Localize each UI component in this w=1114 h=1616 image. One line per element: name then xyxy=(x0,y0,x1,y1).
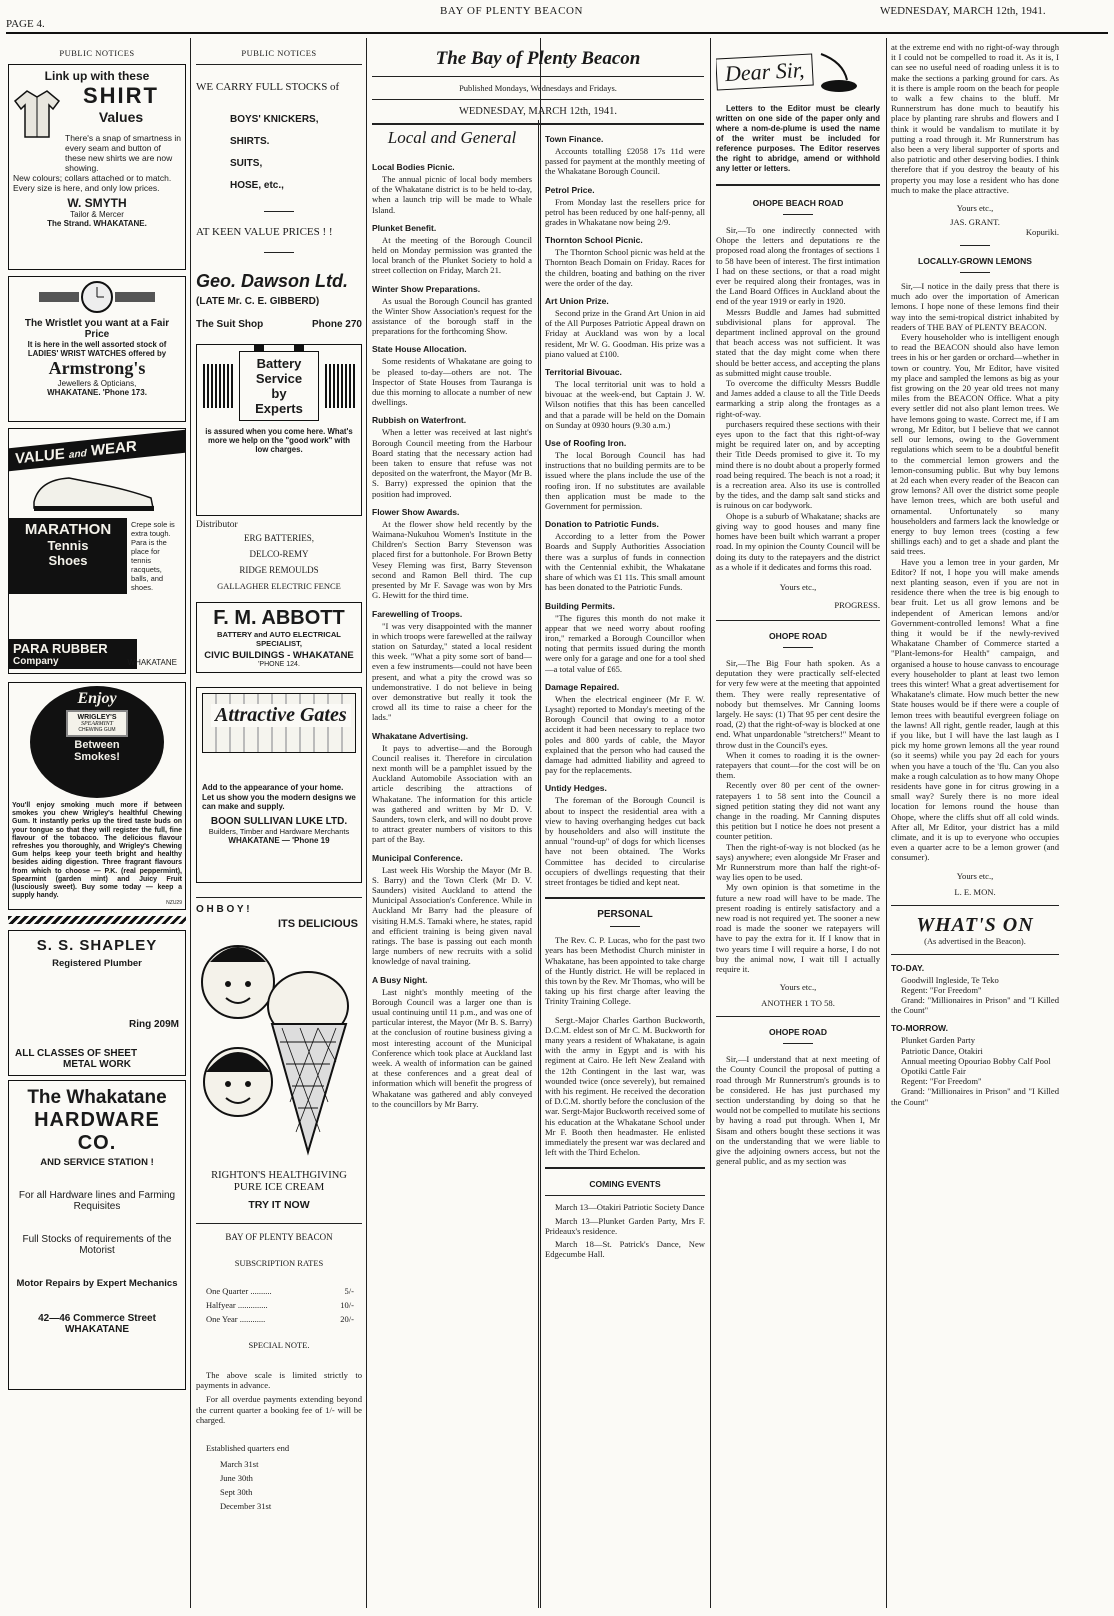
section-heading: PUBLIC NOTICES xyxy=(241,48,317,58)
zigzag-rule xyxy=(8,916,186,924)
advertiser-name: S. S. SHAPLEY xyxy=(36,937,158,954)
rate-value: 20/- xyxy=(340,1314,354,1324)
advertiser-trade: BATTERY and AUTO ELECTRICAL SPECIALIST, xyxy=(217,630,341,648)
day-heading: TO-MORROW. xyxy=(891,1023,948,1034)
advertiser-note: (LATE Mr. C. E. GIBBERD) xyxy=(196,296,320,307)
brand-line: Shoes xyxy=(48,553,88,568)
gate-graphic xyxy=(202,693,356,753)
wrigley-graphic xyxy=(30,686,164,798)
ad-text: AND SERVICE STATION ! xyxy=(40,1157,154,1168)
article-heading: Use of Roofing Iron. xyxy=(545,438,627,449)
article-heading: Plunket Benefit. xyxy=(372,222,437,233)
article-body: Accounts totalling £2058 17s 11d were passed for payment at the monthly meeting of the Whakatane Borough Council. xyxy=(545,146,705,177)
shop-phone: Phone 270 xyxy=(311,319,362,330)
advertiser-address: WHAKATANE. 'Phone 173. xyxy=(47,388,147,397)
ad-banner-text: and xyxy=(68,448,87,461)
shoe-icon xyxy=(29,468,159,514)
ad-headline: Between xyxy=(74,739,120,751)
event-item: Regent: "For Freedom" xyxy=(901,1076,982,1087)
article-body: The Thornton School picnic was held at the Thornton Beach Domain on Friday. Races for the children, boating and bathing on the river were the order of the day. xyxy=(545,247,705,288)
ad-title: The Wristlet you want at a Fair Price xyxy=(24,318,170,340)
article-body: The annual picnic of local body members of the Whakatane district is to be held to-day, when a launch trip will be made to Whale Island. xyxy=(372,174,532,215)
article-body: The local Borough Council has had instructions that no building permits are to be issued where the plans include the use of the roofing iron. If no substitutes are available then application must be made to the Government for permission. xyxy=(545,450,705,512)
article-body: As usual the Borough Council has granted the Winter Show Association's request for the assistance of the borough staff in the preparations for the forthcoming Show. xyxy=(372,295,532,337)
company-name: PARA RUBBER xyxy=(13,641,108,656)
advertiser-name: The Whakatane xyxy=(27,1087,167,1108)
note-text: The above scale is limited strictly to payments in advance. xyxy=(196,1370,362,1391)
section-heading: PUBLIC NOTICES xyxy=(59,48,135,58)
event-item: Grand: "Millionaires in Prison" and "I Killed the Count" xyxy=(891,1086,1059,1107)
article-body: According to a letter from the Power Boards and Supply Authorities Association there was a surplus of funds in connection with the Centennial exhibit, the Whakatane share of which was £1 11s. This small amount has been donated to the Patriotic Funds. xyxy=(545,531,705,593)
event-item: Opotiki Cattle Fair xyxy=(901,1066,966,1077)
article-heading: Donation to Patriotic Funds. xyxy=(545,519,659,530)
event-item: Patriotic Dance, Otakiri xyxy=(901,1045,983,1056)
advertiser-town: WHAKATANE xyxy=(64,1324,130,1335)
ad-text: Crepe sole is extra tough. Para is the place for tennis racquets, balls, and shoes. xyxy=(131,520,175,592)
ad-title: Link up with these xyxy=(44,69,150,83)
column-rule xyxy=(710,38,711,1608)
distributor-label: Distributor xyxy=(196,520,238,530)
column-4 xyxy=(545,126,705,1610)
ad-cta: TRY IT NOW xyxy=(248,1199,310,1211)
letter-body: purchasers required these sections with their eyes upon to the fact that this right-of-way might be required later on, and by accepting their Title Deeds promised to give it. To my mind there is no doubt about a properly formed road being required. The beach is not a road; it is a recreation area. Also its use is controlled by the tides, and the damp salt sand sticks and is ruinous on car bodywork. xyxy=(716,418,880,511)
whats-on-note: (As advertised in the Beacon). xyxy=(924,936,1026,946)
advertiser-contact xyxy=(196,319,362,330)
column-2 xyxy=(196,38,362,1610)
abbott-ad xyxy=(196,602,362,673)
ad-headline: Service xyxy=(255,371,303,386)
personal-item: Sergt.-Major Charles Garthon Buckworth, D.C.M. eldest son of Mr C. M. Buckworth for many years a resident of Whakatane, is again with the army in Egypt and is with his regiment at Cairo. He left New Zealand with the 12th Contingent in the last war, was wounded twice (once severely), but remained with his regiment. He received the decoration of D.C.M. shortly before the conclusion of the war. Sergt-Major Buckworth received some of his education at the Whakatane School under Mr F. Booth then headmaster. He enlisted immediately the present war was declared and left with the Third Echelon. xyxy=(545,1014,705,1158)
rule xyxy=(372,76,704,77)
gates-ad xyxy=(196,687,362,883)
column-3a xyxy=(372,120,532,1610)
ad-headline: by xyxy=(271,386,287,401)
shirt-icon xyxy=(13,87,61,139)
advertiser-name: Armstrong's xyxy=(48,358,146,378)
icecream-ad xyxy=(196,904,362,1170)
quarter-date: Sept 30th xyxy=(220,1487,253,1498)
article-body: Some residents of Whakatane are going to be pleased to-day—others are not. The Inspector of State Houses from Tauranga is due this morning to allocate a number of new dwellings. xyxy=(372,356,532,408)
advertiser-name: W. SMYTH xyxy=(67,196,127,210)
advertiser-name: F. M. ABBOTT xyxy=(213,607,345,629)
article-heading: State House Allocation. xyxy=(372,344,467,355)
article-body: The local territorial unit was to hold a bivouac at the week-end, but Captain J. W. Wilson notifies that this has been cancelled and that a parade will be held on the Domain on Sunday at 0930 hours (9.30 a.m.) xyxy=(545,379,705,430)
article-body: Second prize in the Grand Art Union in aid of the All Purposes Patriotic Appeal drawn on Friday at Auckland was won by a local resident, Mr W. G. Goodman. His prize was a piano valued at £100. xyxy=(545,308,705,359)
rate-label: One Quarter .......... xyxy=(206,1286,272,1296)
article-heading: Territorial Bivouac. xyxy=(545,367,622,378)
rule xyxy=(783,1043,813,1044)
ad-banner-text: VALUE xyxy=(15,445,65,468)
rule xyxy=(610,926,640,927)
letters-notice: Letters to the Editor must be clearly written on one side of the paper only and where a nom-de-plume is used the name of the writer must be included for reference purposes. The Editor reserves the right to abridge, amend or withhold any letter or letters. xyxy=(716,104,880,173)
article-heading: Rubbish on Waterfront. xyxy=(372,415,467,426)
rule xyxy=(196,1223,362,1224)
rule xyxy=(783,647,813,648)
article-heading: Art Union Prize. xyxy=(545,296,609,307)
running-masthead: BAY OF PLENTY BEACON xyxy=(440,5,584,17)
letter-body: Ohope is a suburb of Whakatane; shacks are giving way to good houses and many fine homes have been built which warrant a proper road. In my opinion the County Council will be doing its duty to the ratepayers and the district as a whole if it dedicates and forms this road. xyxy=(716,510,880,572)
column-rule xyxy=(538,120,539,1608)
letter-heading: OHOPE ROAD xyxy=(768,1027,828,1038)
brand-item: ERG BATTERIES, xyxy=(243,533,314,543)
rate-label: Halfyear .............. xyxy=(206,1300,268,1310)
ad-headline: Battery xyxy=(256,356,302,371)
ad-code: NZU29 xyxy=(166,900,182,907)
letter-place: Kopuriki. xyxy=(1025,227,1059,238)
brand-name: MARATHON xyxy=(24,521,112,538)
ad-text: is assured when you come here. What's more we help on the "good work" with low charges. xyxy=(205,427,353,454)
rule xyxy=(545,897,705,899)
letter-body: Sir,—To one indirectly connected with Ohope the letters and deputations re the proposed road along the frontages of sections 1 to 58 have been of interest. The first intimation I had on these sections, or that a road might ever be required along their frontages, was in the Land Board Offices in Auckland about the end of the year 1919 or early in 1920. xyxy=(716,225,880,307)
article-body: Last week His Worship the Mayor (Mr B. S. Barry) and the Town Clerk (Mr D. V. Saunders) visited Auckland to attend the Municipal Association's Conference. While in Auckland Mr Barry had the pleasure of visiting H.M.S. Tamaki where, he states, rapid and efficient training is being given naval ratings. The base is passing out each month large numbers of new recruits with a solid knowledge of naval training. xyxy=(372,864,532,967)
section-heading: COMING EVENTS xyxy=(589,1179,661,1190)
advertiser-trade: Registered Plumber xyxy=(52,958,142,969)
battery-ad xyxy=(196,344,362,516)
product-name: PURE ICE CREAM xyxy=(233,1181,325,1193)
event-item: March 18—St. Patrick's Dance, New Edgecumbe Hall. xyxy=(545,1239,705,1260)
ad-text: Motor Repairs by Expert Mechanics xyxy=(16,1278,178,1289)
rule xyxy=(196,64,362,65)
ad-headline: Experts xyxy=(255,401,303,416)
article-heading: Town Finance. xyxy=(545,134,604,144)
column-5 xyxy=(716,38,880,1610)
ad-text: WE CARRY FULL STOCKS of xyxy=(196,81,340,93)
event-item: Plunket Garden Party xyxy=(901,1035,975,1046)
letter-body: My own opinion is that sometime in the future a new road will have to be made. The present roading is entirely satisfactory and a new road is not required yet. The sooner a new road is made the sooner we ratepayers will have to pay the extra for it. If I know that in two years time I will require a horse, I do not buy the animal now, I wait till I actually require it. xyxy=(716,882,880,974)
letter-signoff: Yours etc., xyxy=(956,870,994,881)
brand-block xyxy=(9,518,127,594)
letter-body: Then the right-of-way is not blocked (as he says) anywhere; even alongside Mr Fraser and Mr Runnerstrum more than half the right-of-way lies open to be used. xyxy=(716,841,880,883)
masthead: The Bay of Plenty Beacon xyxy=(435,48,641,69)
stripe-decoration xyxy=(325,364,355,408)
icecream-icon xyxy=(196,932,356,1162)
battery-terminal xyxy=(254,345,264,351)
ad-text: AT KEEN VALUE PRICES ! ! xyxy=(196,226,333,238)
stock-list xyxy=(230,109,362,197)
article-body: At the flower show held recently by the Waimana-Nukuhou Women's Institute in the Children's Section Barry Stevenson was placed first for a buttonhole. For Brown Betty Vesey Fleming was first, Barry Stevenson second and Ramon Bell third. The cup presented by Mr F. Savage was won by Mrs G. Hewitt for the third time. xyxy=(372,518,532,601)
rule xyxy=(545,1167,705,1169)
column-rule xyxy=(190,38,191,1608)
rule xyxy=(783,214,813,215)
advertiser-trade: Jewellers & Opticians, xyxy=(57,379,137,388)
article-heading: Municipal Conference. xyxy=(372,852,463,863)
article-heading: Flower Show Awards. xyxy=(372,506,460,517)
advertiser-name: HARDWARE CO. xyxy=(34,1109,160,1154)
article-heading: Thornton School Picnic. xyxy=(545,235,643,246)
letter-signature: JAS. GRANT. xyxy=(950,217,1000,228)
ad-headline: Attractive Gates xyxy=(211,704,351,727)
rule xyxy=(891,954,1059,955)
company-name: Company xyxy=(13,656,59,667)
rate-row xyxy=(206,1286,354,1296)
stock-item: SUITS, xyxy=(230,158,263,169)
advertiser-name: RIGHTON'S HEALTHGIVING xyxy=(211,1170,347,1181)
letter-body: Messrs Buddle and James had submitted subdivisional plans for approval. The department inclined approval on the ground that beach access was not sufficient. It was stated that the day might come when there should be better access, and accepting the plans as submitted might cause trouble. xyxy=(716,306,880,378)
shapley-ad xyxy=(8,930,186,1076)
rate-value: 10/- xyxy=(340,1300,354,1310)
rule xyxy=(545,1195,705,1196)
letter-body: Sir,—I notice in the daily press that there is much ado over the importation of American lemons. I hope none of these lemons find their way into the semi-tropical district inhabited by readers of THE BAY of PLENTY BEACON. xyxy=(891,281,1059,332)
article-body: When a letter was received at last night's Borough Council meeting from the Harbour Board stating that the necessary action had been taken to ensure that refuse was not deposited on the waterfront, the Mayor (Mr B. S. Barry) expressed the opinion that the position had improved. xyxy=(372,427,532,499)
column-rule xyxy=(886,38,887,1608)
pack-label: CHEWING GUM xyxy=(78,727,116,733)
smyth-ad xyxy=(8,64,186,270)
rule xyxy=(716,620,880,621)
ad-headline: SHIRT xyxy=(83,83,159,108)
article-heading: A Busy Night. xyxy=(372,974,428,985)
subscription-title: BAY OF PLENTY BEACON xyxy=(225,1232,333,1242)
column-6 xyxy=(891,38,1059,1610)
page-number: PAGE 4. xyxy=(6,18,45,30)
advertiser-address: 42—46 Commerce Street xyxy=(38,1313,156,1324)
quarter-list xyxy=(220,1457,362,1513)
letter-heading: LOCALLY-GROWN LEMONS xyxy=(918,256,1032,267)
letter-body: When it comes to roading it is the owner-ratepayers that count—for the cost will be on them. xyxy=(716,749,880,781)
ad-text: For all Hardware lines and Farming Requisites xyxy=(18,1190,176,1212)
battery-icon xyxy=(239,351,319,421)
event-item: March 13—Otakiri Patriotic Society Dance xyxy=(555,1202,705,1213)
ad-text: New colours; collars attached or to match. Every size is here, and only low prices. xyxy=(13,173,172,193)
ad-text: It is here in the well assorted stock of LADIES' WRIST WATCHES offered by xyxy=(27,340,167,358)
rule xyxy=(891,905,1059,906)
advertiser-address: The Strand. WHAKATANE. xyxy=(47,219,147,228)
advertiser-address: CIVIC BUILDINGS - WHAKATANE xyxy=(204,650,354,661)
article-heading: Petrol Price. xyxy=(545,184,595,195)
ad-banner-text: WEAR xyxy=(90,437,137,460)
rule xyxy=(716,184,880,186)
brand-item: RIDGE REMOULDS xyxy=(239,565,319,575)
letter-body: To overcome the difficulty Messrs Buddle and James added a clause to all the Title Deeds earmarking a strip along the frontages as a right-of-way. xyxy=(716,378,880,419)
hardware-ad xyxy=(8,1080,186,1390)
article-body: Last night's monthly meeting of the Borough Council was a larger one than is usual continuing until 11 p.m., and was one of particular interest, the Mayor (Mr B. S. Barry) at the conclusion of routine business giving a most interesting account of the Municipal Conference which took place at Auckland last week. A wealth of information can be gained at these conferences and a great deal of information which will benefit the progress of Whakatane was gathered and ably conveyed to the councillors by Mr Barry. xyxy=(372,986,532,1109)
article-heading: Farewelling of Troops. xyxy=(372,608,463,619)
issue-date: WEDNESDAY, MARCH 12th, 1941. xyxy=(458,106,618,117)
article-body: "I was very disappointed with the manner in which troops were farewelled at the railway station on Saturday," stated a local resident this week. "What a pity some sort of band—even a few instruments—could not have been present, and what a pity the crowd was so undemonstrative. I do not believe in being over demonstrative but really it took the crowd all its time to raise a cheer for the lads." xyxy=(372,620,532,723)
ad-headline: Smokes! xyxy=(74,751,120,763)
company-block xyxy=(9,639,137,669)
day-heading: TO-DAY. xyxy=(891,962,925,973)
armstrong-ad xyxy=(8,276,186,422)
pack-brand: WRIGLEY'S xyxy=(77,714,117,721)
battery-terminal xyxy=(294,345,304,351)
quarter-date: December 31st xyxy=(220,1501,272,1512)
rate-row xyxy=(206,1314,354,1324)
ad-headline: O H B O Y ! xyxy=(196,904,250,915)
letter-signature: PROGRESS. xyxy=(834,599,880,610)
advertiser-name: BOON SULLIVAN LUKE LTD. xyxy=(210,815,348,827)
gum-pack-icon xyxy=(66,710,128,737)
column-1 xyxy=(8,38,186,1610)
quarter-date: March 31st xyxy=(220,1459,259,1470)
header-rule xyxy=(6,32,1108,34)
advertiser-trade: Builders, Timber and Hardware Merchants xyxy=(208,826,350,836)
pack-flavour: SPEARMINT xyxy=(81,721,113,727)
brand-item: GALLAGHER ELECTRIC FENCE xyxy=(217,581,341,591)
rule xyxy=(196,897,362,898)
whats-on-heading: WHAT'S ON xyxy=(916,913,1034,936)
running-date: WEDNESDAY, MARCH 12th, 1941. xyxy=(880,5,1046,17)
rule xyxy=(716,1016,880,1017)
letter-body: Recently over 80 per cent of the owner-ratepayers 1 to 58 sent into the Council a signed petition stating they did not want any change in the roading. Mr Canning disputes this petition but I notice he does not present a counter petition. xyxy=(716,780,880,842)
ad-text: There's a snap of smartness in every seam and button of these new shirts we are now showing. xyxy=(65,133,181,173)
event-item: Grand: "Millionaires in Prison" and "I Killed the Count" xyxy=(891,995,1059,1016)
article-body: "The figures this month do not make it appear that we need worry about roofing iron," remarked a Borough Councillor when noting that permits issued during the month were only for a garage and one for a tool shed—a total value of £65. xyxy=(545,612,705,674)
special-note-heading: SPECIAL NOTE. xyxy=(248,1340,310,1350)
letter-signoff: Yours etc., xyxy=(956,203,994,214)
event-item: March 13—Plunket Garden Party, Mrs F. Prideaux's residence. xyxy=(545,1215,705,1236)
rate-row xyxy=(206,1300,354,1310)
company-town: WHAKATANE xyxy=(127,658,177,667)
article-heading: Damage Repaired. xyxy=(545,681,620,692)
article-body: At the meeting of the Borough Council held on Monday permission was granted the local branch of the Plunket Society to hold a street collection on Friday, March 21. xyxy=(372,234,532,276)
article-body: From Monday last the resellers price for petrol has been reduced by one half-penny, all grades in Whakatane now being 2/9. xyxy=(545,196,705,228)
wristwatch-icon xyxy=(37,280,157,314)
advertiser-phone: Ring 209M xyxy=(128,1019,179,1030)
advertiser-address: WHAKATANE — 'Phone 19 xyxy=(228,835,330,845)
letter-body: Every householder who is intelligent enough to read the BEACON should also have lemon trees in his or her garden or orchard—whether in town or country. You, Mr Editor, have visited my place and sampled the lemons as big as your fist growing on the 20 year old trees not many miles from the BEACON Office. What a pity every settler did not also plant lemon trees. We have lemons going to waste. Correct me, if I am wrong, Mr Editor, but I believe that we cannot sell our lemons, owing to the Government regulations which seem to be a doubtful benefit to the commercial lemon growers and the lemon-consuming public. But why buy lemons at 2d each when every reader of the Beacon can grow lemons? All over the district some people have lemon trees, which are both useful and ornamental. Unfortunately so many householders and farmers lack the knowledge or energy to buy lemon trees (costing a few shillings each) and to get a shade and plant the said trees. xyxy=(891,332,1059,557)
rule xyxy=(372,99,704,100)
subscription-rates-heading: SUBSCRIPTION RATES xyxy=(234,1258,324,1268)
event-item: Regent: "For Freedom" xyxy=(901,984,982,995)
event-item: Goodwill Ingleside, Te Teko xyxy=(901,974,999,985)
ad-text: Full Stocks of requirements of the Motorist xyxy=(22,1234,172,1256)
letter-signature: L. E. MON. xyxy=(954,886,996,897)
ad-text: METAL WORK xyxy=(63,1059,131,1070)
dear-sir-heading: Dear Sir, xyxy=(716,53,814,90)
article-heading: Untidy Hedges. xyxy=(545,783,607,794)
column-rule xyxy=(366,38,367,1608)
dear-sir-banner xyxy=(716,50,880,94)
event-item: Annual meeting Opouriao Bobby Calf Pool xyxy=(901,1055,1051,1066)
article-heading: Whakatane Advertising. xyxy=(372,730,469,741)
stock-item: HOSE, etc., xyxy=(230,180,284,191)
letter-signoff: Yours etc., xyxy=(779,581,817,592)
letter-signoff: Yours etc., xyxy=(779,982,817,993)
article-heading: Winter Show Preparations. xyxy=(372,283,481,294)
ad-headline: ITS DELICIOUS xyxy=(277,918,358,930)
article-heading: Local Bodies Picnic. xyxy=(372,162,455,172)
stripe-decoration xyxy=(203,364,233,408)
personal-item: The Rev. C. P. Lucas, who for the past two years has been Methodist Church minister in Whakatane, has been appointed to take charge of the Huntly district. He will be replaced in this town by the Rev. Mr Thomas, who will be taking up his first charge after leaving the Trinity Training College. xyxy=(545,935,705,1007)
article-body: When the electrical engineer (Mr F. W. Lysaght) reported to Monday's meeting of the Borough Council that owing to a motor accident it had been necessary to replace two poles and 800 yards of cable, the Mayor explained that the person who had caused the damage had admitted liability and agreed to pay for the replacements. xyxy=(545,693,705,776)
letter-body: Have you a lemon tree in your garden, Mr Editor? If not, I hope you will make amends next planting season, even if you are not in residence there when the tree is big enough to bear fruit. Let us all grow lemons and be independent of American lemons and/or Government-controlled lemons! What a fine thing it would be if the newly-revived Whakatane Chamber of Commerce started a "Plant-lemons-for Health" campaign, and organised a house to house canvass to encourage every householder to plant at least two lemon trees this winter! What a great advertisement for Whakatane's climate. How much better the new State houses would be if there were a couple of lemon trees with beautiful evergreen foliage on the lawns! All right, gentle reader, laugh at this if you like, but I will have the last laugh as I pick my home grown lemons all the year round (so it seems) while you pay 2d each for yours when you have a touch of the 'flu. Can you also make a rough calculation as to how many Ohope residents have gone in for citrus growing in a small way? Surely there is no more ideal location for lemons round the house than Ohope, where the cliffs shut off all cold winds. After all, Mr Editor, your district has a mild climate, and it is up to everyone who occupies even a quarter acre to be a lemon grower (and consumer). xyxy=(891,556,1059,863)
ad-subheadline: Values xyxy=(98,109,144,125)
stock-item: BOYS' KNICKERS, xyxy=(230,114,319,125)
article-heading: Building Permits. xyxy=(545,600,615,611)
brand-list xyxy=(196,530,362,594)
note-text: For all overdue payments extending beyond the current quarter a booking fee of 1/- will be charged. xyxy=(196,1394,362,1425)
marathon-ad xyxy=(8,428,186,674)
section-heading: PERSONAL xyxy=(597,909,653,921)
rate-value: 5/- xyxy=(344,1286,354,1296)
letter-body: Sir,—I understand that at next meeting of the County Council the proposal of putting a road through Mr Runnerstrum's grounds is to be considered. He has just purchased my section understanding by doing so that he would not be compelled to mutilate his sections by having a road put through. When I, Mr Sisam and others bought these sections it was on the understanding that we were liable to give the adjoining owners access, but not the general public, and as my section was xyxy=(716,1054,880,1167)
brand-line: Tennis xyxy=(47,538,89,553)
local-general-heading: Local and General xyxy=(387,128,517,147)
ad-text: Add to the appearance of your home. Let us show you the modern designs we can make and supply. xyxy=(202,783,356,811)
ad-headline: Enjoy xyxy=(77,690,117,707)
inkwell-icon xyxy=(813,50,863,94)
letter-heading: OHOPE ROAD xyxy=(768,630,828,641)
ad-text: You'll enjoy smoking much more if between smokes you chew Wrigley's healthful Chewing Gum. It instantly perks up the tired taste buds on your tongue so that they will register the full, fine flavour of the tobacco. The delicious flavour refreshes you thoroughly, and Wrigley's Chewing Gum helps keep your teeth bright and healthy besides aiding digestion. Three fragrant flavours from which to choose — P.K. (real peppermint), Spearmint (garden mint) and Juicy Fruit (lusciously sweet). Buy some today — keep a supply handy. xyxy=(12,802,182,900)
letter-body: Sir,—The Big Four hath spoken. As a deputation they were practically self-elected for very few were at the meeting that appointed them. They were really representative of nobody but themselves. Mr Canning looms largely. He says: (1) That 95 per cent desire the road, (2) that the right-of-way is blocked at one end. What unpardonable "stretchers!" Meant to throw dust in the Council's eyes. xyxy=(716,657,880,750)
ad-banner xyxy=(9,430,185,471)
advertiser-trade: Tailor & Mercer xyxy=(70,210,124,219)
ad-text: ALL CLASSES OF SHEET xyxy=(15,1048,138,1059)
rate-label: One Year ............ xyxy=(206,1314,266,1324)
wrigley-ad xyxy=(8,682,186,910)
rule xyxy=(960,272,990,273)
letter-signature: ANOTHER 1 TO 58. xyxy=(761,998,835,1009)
advertiser-phone: 'PHONE 124. xyxy=(258,661,300,668)
publication-note: Published Mondays, Wednesdays and Fridays. xyxy=(459,83,617,93)
shop-name: The Suit Shop xyxy=(196,319,264,330)
rule xyxy=(264,211,294,212)
letter-heading: OHOPE BEACH ROAD xyxy=(752,198,844,208)
letter-body: at the extreme end with no right-of-way through it I could not be compelled to road it. As it is, I can see no useful need of roading unless it is to make the sections a parking ground for cars. As it is there is ample room on the beach for people to walk a few chains to the bluff. Mr Runnerstrum has done much to beautify his place by planting rare shrubs and flowers and I think it would be vandalism to mutilate it by putting a road through it. Mr Runnerstrum has also been a very liberal supporter of sports and also patriotic and other deserving bodies. I think therefore that if you destroy the beauty of his property you may lose a resident who has done much to make the place attractive. xyxy=(891,42,1059,195)
article-body: It pays to advertise—and the Borough Council realises it. Therefore in circulation next month will be a pamphlet issued by the Auckland Automobile Association with an article describing the attractions of Whakatane. The information for this article was gathered and written by Mr D. V. Saunders, town clerk, and will no doubt prove to attract greater numbers of visitors to this part of the Bay. xyxy=(372,742,532,845)
advertiser-name: Geo. Dawson Ltd. xyxy=(196,271,349,291)
stock-item: SHIRTS. xyxy=(230,136,270,147)
article-body: The foreman of the Borough Council is about to inspect the residential area with a view to having overhanging hedges cut back by householders and also will institute the annual "round-up" of dogs for which licenses have not been obtained. The Works Committee has decided to circularise occupiers of dwellings requesting that their street frontages be tidied and kept neat. xyxy=(545,795,705,887)
quarter-date: June 30th xyxy=(220,1473,253,1484)
quarters-heading: Established quarters end xyxy=(206,1443,290,1454)
brand-item: DELCO-REMY xyxy=(249,549,309,559)
rule xyxy=(264,252,294,253)
rule xyxy=(960,245,990,246)
